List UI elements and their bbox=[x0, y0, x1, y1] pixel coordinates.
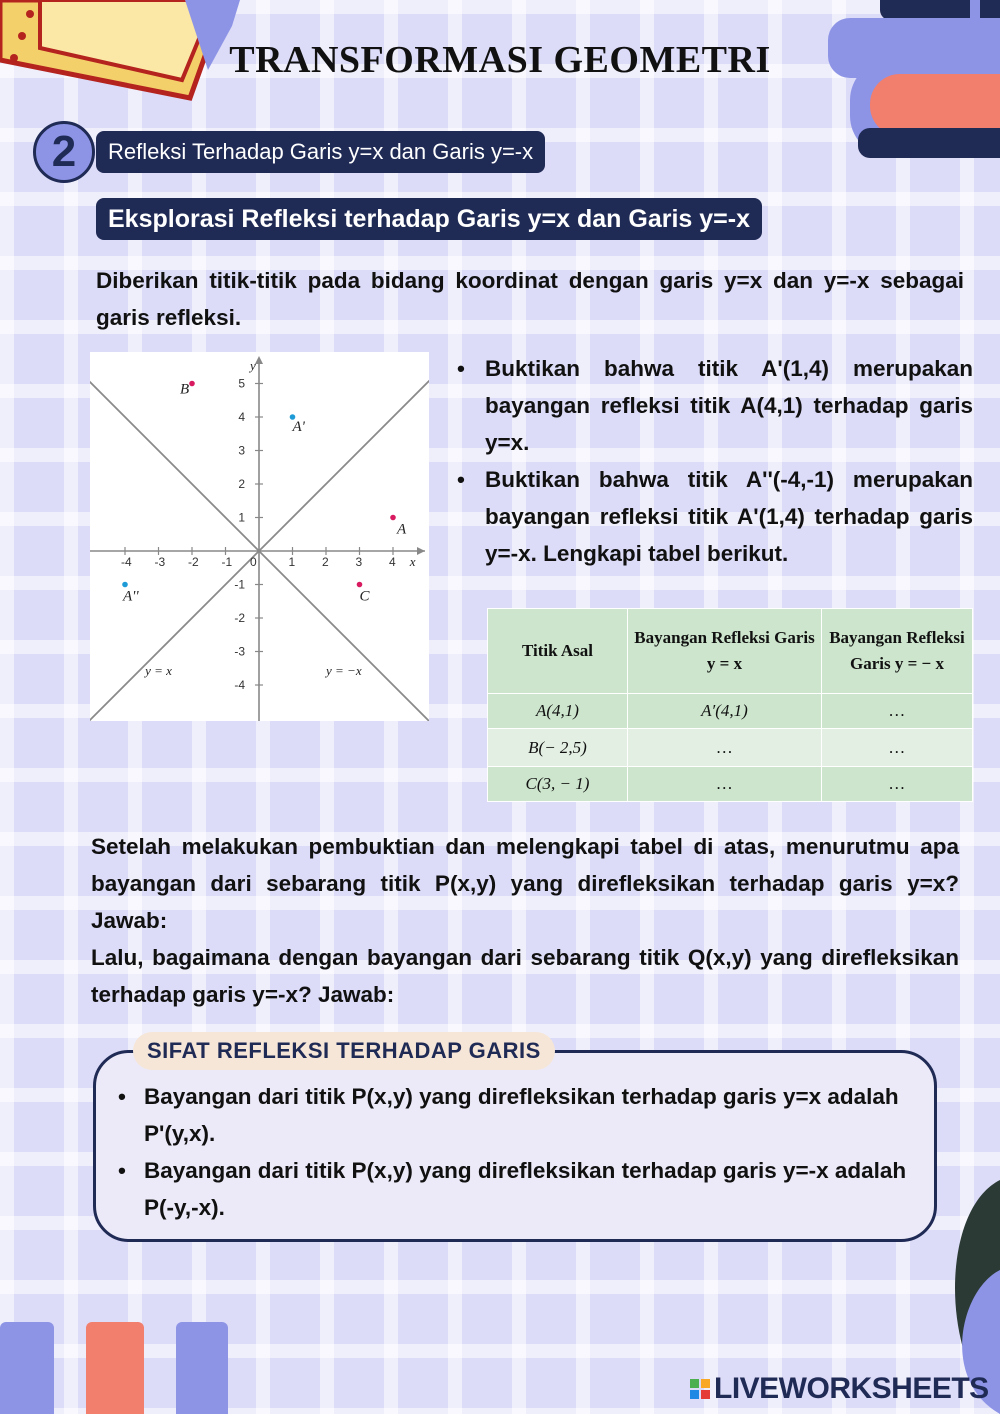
y-tick-label: -3 bbox=[234, 644, 245, 659]
reflection-table bbox=[487, 608, 973, 802]
decor-books-bottom-left bbox=[0, 1322, 240, 1414]
graph-point bbox=[122, 582, 128, 588]
graph-point-label: B bbox=[180, 381, 190, 398]
graph-point-label: C bbox=[359, 588, 370, 605]
y-axis-label: y bbox=[250, 358, 256, 374]
intro-text: Diberikan titik-titik pada bidang koordinat dengan garis y=x dan y=-x sebagai garis refleksi. bbox=[96, 268, 964, 330]
decor-books-top-right bbox=[820, 0, 1000, 175]
table-cell-answer[interactable]: … bbox=[822, 694, 973, 729]
graph-point bbox=[357, 582, 363, 588]
x-axis-arrow bbox=[417, 547, 425, 555]
question-text: Setelah melakukan pembuktian dan melengkapi tabel di atas, menurutmu apa bayangan dari sebarang titik P(x,y) yang direfleksikan terhadap garis y=x? Jawab: bbox=[91, 834, 959, 933]
coordinate-graph bbox=[90, 352, 429, 721]
y-tick-label: -2 bbox=[234, 611, 245, 625]
proof-bullets bbox=[455, 350, 973, 572]
y-axis-arrow bbox=[255, 356, 263, 364]
y-tick-label: -1 bbox=[234, 577, 245, 592]
table-cell-answer[interactable]: … bbox=[822, 729, 973, 767]
y-tick-label: -4 bbox=[234, 678, 245, 692]
section-number-badge: 2 bbox=[33, 121, 95, 183]
exploration-heading: Eksplorasi Refleksi terhadap Garis y=x dan Garis y=-x bbox=[96, 198, 762, 240]
question-text-2: Lalu, bagaimana dengan bayangan dari sebarang titik Q(x,y) yang direfleksikan terhadap garis y=-x? Jawab: bbox=[91, 945, 959, 1007]
section-title: Refleksi Terhadap Garis y=x dan Garis y=-x bbox=[96, 131, 545, 173]
table-row bbox=[488, 694, 973, 729]
y-tick-label: 2 bbox=[238, 477, 245, 491]
x-tick-label: 4 bbox=[389, 555, 396, 569]
sifat-list bbox=[116, 1078, 916, 1226]
liveworksheets-logo[interactable] bbox=[690, 1372, 989, 1406]
graph-point-label: A' bbox=[292, 419, 305, 435]
x-tick-label: 1 bbox=[288, 555, 296, 569]
x-tick-label: -1 bbox=[221, 555, 233, 569]
label-y-equals-neg-x: y = −x bbox=[326, 662, 362, 678]
table-header-row bbox=[488, 609, 973, 694]
table-cell: C(3, − 1) bbox=[488, 767, 628, 802]
table-cell: A(4,1) bbox=[488, 694, 628, 729]
table-cell-answer[interactable]: … bbox=[822, 767, 973, 802]
liveworksheets-icon bbox=[690, 1379, 710, 1399]
graph-point bbox=[189, 381, 195, 387]
sifat-label: SIFAT REFLEKSI TERHADAP GARIS bbox=[133, 1032, 555, 1070]
label-y-equals-x: y = x bbox=[145, 662, 172, 678]
table-row bbox=[488, 729, 973, 767]
proof-bullet: • Buktikan bahwa titik A'(1,4) merupakan bayangan refleksi titik A(4,1) terhadap garis y=x. bbox=[455, 350, 973, 461]
table-header-cell: Bayangan Refleksi Garis y = − x bbox=[822, 609, 973, 694]
y-tick-label: 3 bbox=[238, 443, 245, 458]
graph-point-label: A'' bbox=[123, 588, 139, 605]
proof-bullet: • Buktikan bahwa titik A''(-4,-1) merupakan bayangan refleksi titik A'(1,4) terhadap garis y=-x. Lengkapi tabel berikut. bbox=[455, 461, 973, 572]
table-header-cell: Bayangan Refleksi Garis y = x bbox=[628, 609, 822, 694]
x-tick-label: 2 bbox=[322, 555, 329, 569]
x-tick-label: -4 bbox=[121, 555, 132, 569]
table-cell: A′(4,1) bbox=[628, 694, 822, 729]
y-tick-label: 5 bbox=[238, 376, 245, 391]
y-tick-label: 1 bbox=[238, 510, 245, 525]
table-cell: B(− 2,5) bbox=[488, 729, 628, 767]
x-tick-label: 0 bbox=[250, 555, 257, 569]
page-title: TRANSFORMASI GEOMETRI bbox=[229, 39, 771, 81]
x-axis-label: x bbox=[409, 554, 416, 569]
x-tick-label: -2 bbox=[188, 555, 199, 569]
sifat-item: • Bayangan dari titik P(x,y) yang direfleksikan terhadap garis y=-x adalah P(-y,-x). bbox=[116, 1152, 916, 1226]
question-block bbox=[91, 828, 959, 1013]
sifat-item: • Bayangan dari titik P(x,y) yang direfleksikan terhadap garis y=x adalah P'(y,x). bbox=[116, 1078, 916, 1152]
x-tick-label: -3 bbox=[154, 555, 166, 569]
table-cell-answer[interactable]: … bbox=[628, 767, 822, 802]
x-tick-label: 3 bbox=[355, 555, 363, 569]
liveworksheets-text: LIVEWORKSHEETS bbox=[714, 1372, 989, 1405]
graph-point bbox=[390, 515, 396, 521]
table-header-cell: Titik Asal bbox=[488, 609, 628, 694]
y-tick-label: 4 bbox=[238, 410, 245, 424]
table-cell-answer[interactable]: … bbox=[628, 729, 822, 767]
graph-point-label: A bbox=[397, 521, 407, 538]
table-row bbox=[488, 767, 973, 802]
